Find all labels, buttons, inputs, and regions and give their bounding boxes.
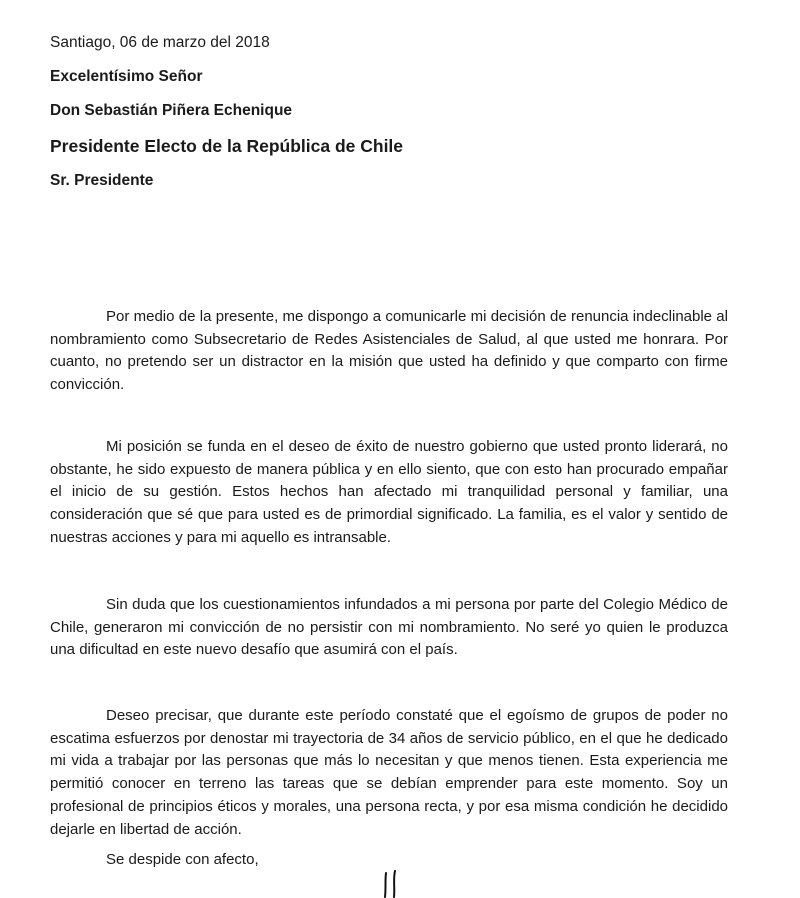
closing-line: Se despide con afecto,	[106, 851, 259, 868]
recipient-honorific: Excelentísimo Señor	[50, 68, 203, 85]
body-paragraph-2: Mi posición se funda en el deseo de éxito de nuestro gobierno que usted pronto liderará, no obstante, he sido expuesto de manera pública y en ello siento, que con esto han procurado empañar el inicio de su gestión. Estos hechos han afectado mi tranquilidad personal y familiar, una consideración que sé que para usted es de primordial significado. La familia, es el valor y sentido de nuestras acciones y para mi aquello es intransable.	[50, 438, 728, 546]
recipient-name: Don Sebastián Piñera Echenique	[50, 102, 293, 119]
body-paragraph-3: Sin duda que los cuestionamientos infundados a mi persona por parte del Colegio Médico de Chile, generaron mi convicción de no persistir con mi nombramiento. No seré yo quien le produzca una dificultad en este nuevo desafío que asumirá con el país.	[50, 596, 728, 659]
recipient-title: Presidente Electo de la República de Chile	[50, 136, 404, 156]
letter-date: Santiago, 06 de marzo del 2018	[50, 34, 270, 51]
signature-mark	[380, 870, 410, 898]
salutation: Sr. Presidente	[50, 172, 154, 189]
body-paragraph-4: Deseo precisar, que durante este período constaté que el egoísmo de grupos de poder no escatima esfuerzos por denostar mi trayectoria de 34 años de servicio público, en el que he dedicado mi vida a trabajar por las personas que más lo necesitan y que menos tienen. Esta experiencia me permitió conocer en terreno las tareas que se debían emprender para este momento. Soy un profesional de principios éticos y morales, una persona recta, y por esa misma condición he decidido dejarle en libertad de acción.	[50, 707, 728, 838]
body-paragraph-1: Por medio de la presente, me dispongo a comunicarle mi decisión de renuncia indeclinable al nombramiento como Subsecretario de Redes Asistenciales de Salud, al que usted me honrara. Por cuanto, no pretendo ser un distractor en la misión que usted ha definido y que comparto con firme convicción.	[50, 308, 728, 394]
